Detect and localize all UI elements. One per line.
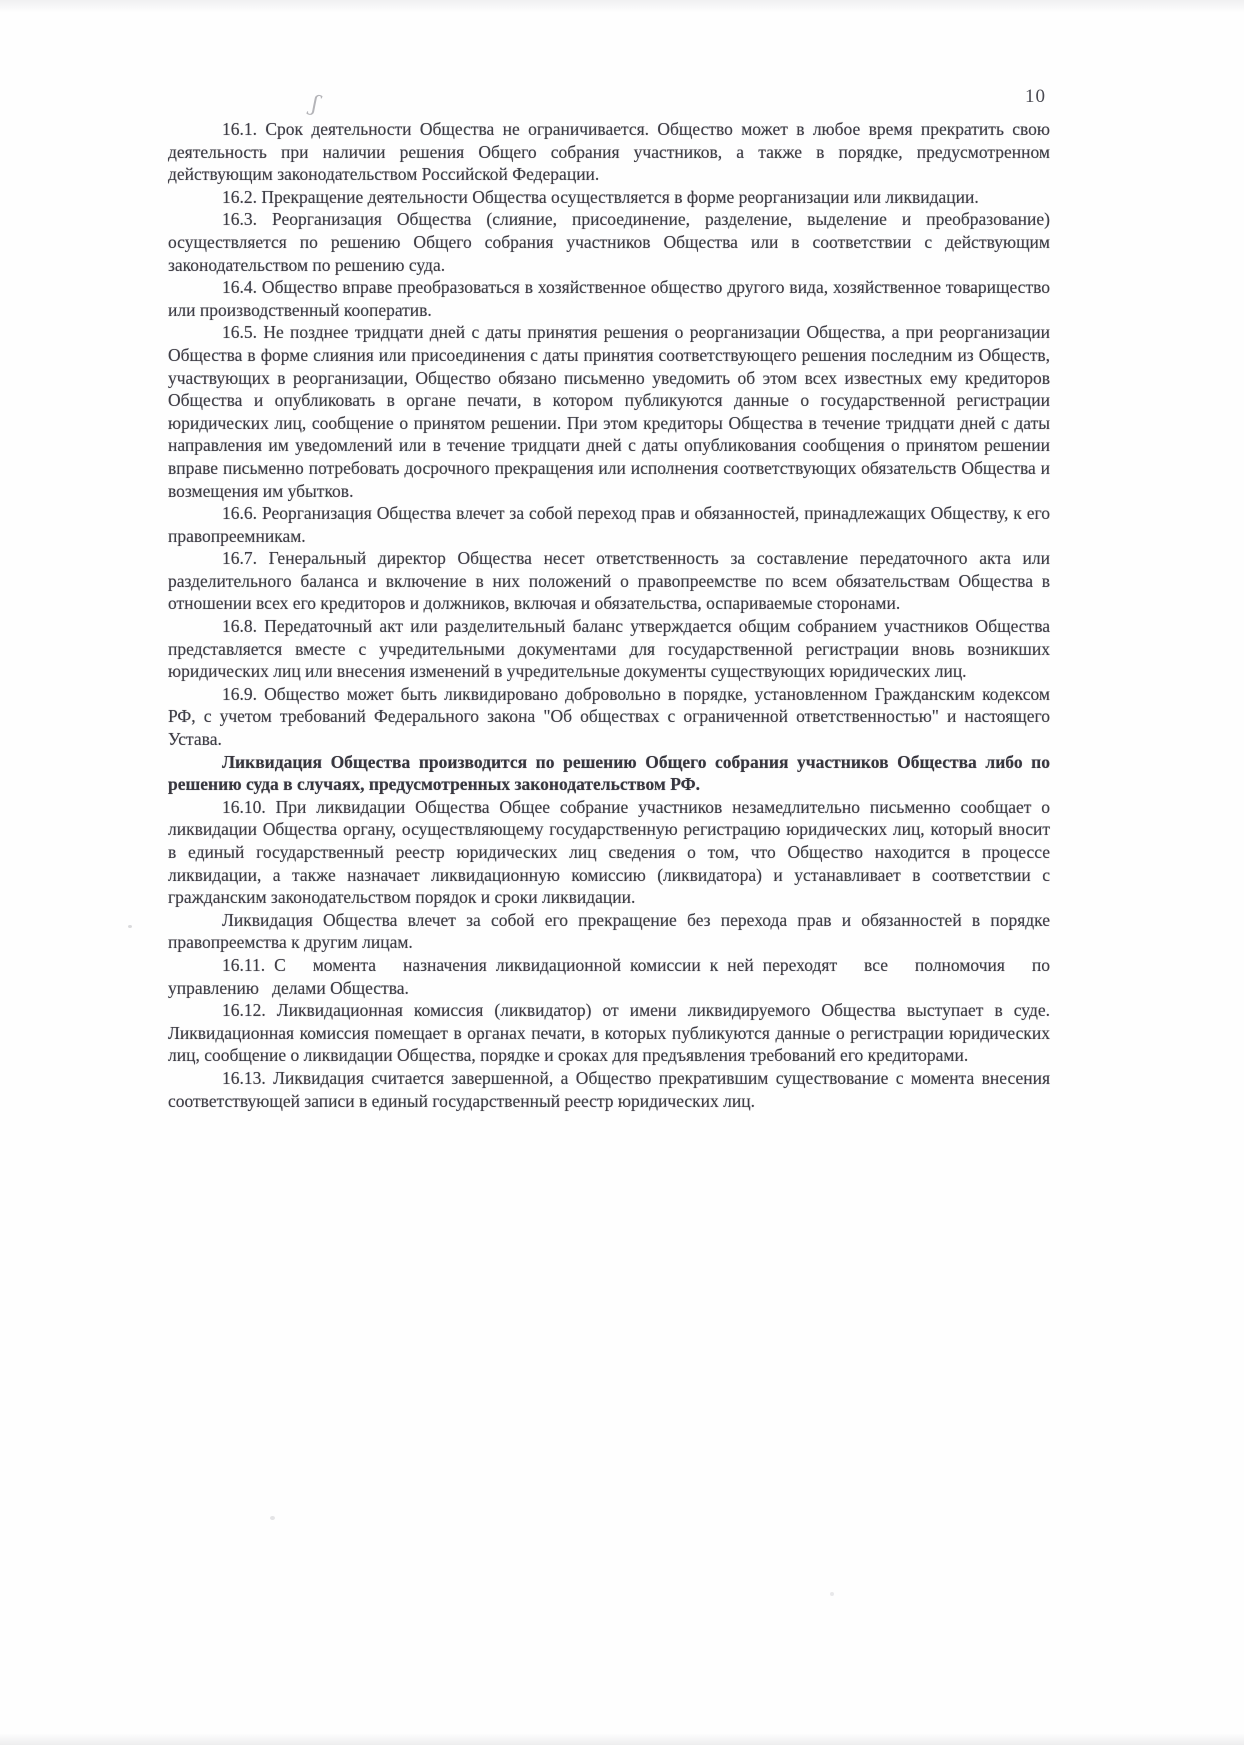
paragraph: 16.4. Общество вправе преобразоваться в хозяйственное общество другого вида, хозяйственное товарищество или производственный кооператив. [168, 277, 1050, 320]
paragraph: 16.11. С момента назначения ликвидационной комиссии к ней переходят все полномочия по управлению делами Общества. [168, 954, 1050, 998]
paragraph: 16.12. Ликвидационная комиссия (ликвидатор) от имени ликвидируемого Общества выступает в суде. Ликвидационная комиссия помещает в органах печати, в которых публикуются данные о регистрации юридических лиц, сообщение о ликвидации Общества, порядке и сроках для предъявления требований его кредиторами. [168, 1000, 1050, 1066]
paragraph: 16.3. Реорганизация Общества (слияние, присоединение, разделение, выделение и преобразование) осуществляется по решению Общего собрания участников Общества или в соответствии с действующим законодательством по решению суда. [168, 209, 1050, 275]
paragraph: 16.10. При ликвидации Общества Общее собрание участников незамедлительно письменно сообщает о ликвидации Общества органу, осуществляющему государственную регистрацию юридических лиц, который вносит в единый государственный реестр юридических лиц сведения о том, что Общество находится в процессе ликвидации, а также назначает ликвидационную комиссию (ликвидатора) и устанавливает в соответствии с гражданским законодательством порядок и сроки ликвидации. [168, 796, 1050, 908]
scan-speck [270, 1516, 275, 1520]
paragraph: 16.2. Прекращение деятельности Общества осуществляется в форме реорганизации или ликвидации. [222, 186, 979, 207]
paragraph: 16.13. Ликвидация считается завершенной, а Общество прекратившим существование с момента внесения соответствующей записи в единый государственный реестр юридических лиц. [168, 1067, 1050, 1111]
scan-speck [128, 925, 132, 928]
scan-speck [830, 1592, 834, 1596]
paragraph: 16.1. Срок деятельности Общества не ограничивается. Общество может в любое время прекратить свою деятельность при наличии решения Общего собрания участников, а также в порядке, предусмотренном действующим законодательством Российской Федерации. [168, 119, 1050, 185]
document-body [168, 118, 1050, 1112]
paragraph: 16.7. Генеральный директор Общества несет ответственность за составление передаточного акта или разделительного баланса и включение в них положений о правопреемстве по всем обязательствам Общества в отношении всех его кредиторов и должников, включая и обязательства, оспариваемые сторонами. [168, 548, 1050, 614]
page-number: 10 [1025, 86, 1046, 107]
paragraph: 16.9. Общество может быть ликвидировано добровольно в порядке, установленном Гражданским кодексом РФ, с учетом требований Федерального закона "Об обществах с ограниченной ответственностью" и настоящего Устава. [168, 683, 1050, 750]
scan-artifact-top [0, 0, 1244, 16]
scan-artifact-bottom [0, 1731, 1244, 1745]
paragraph: 16.8. Передаточный акт или разделительный баланс утверждается общим собранием участников Общества представляется вместе с учредительными документами для государственной регистрации вновь возникших юридических лиц или внесения изменений в учредительные документы существующих юридических лиц. [168, 616, 1050, 682]
paragraph: Ликвидация Общества производится по решению Общего собрания участников Общества либо по решению суда в случаях, предусмотренных законодательством РФ. [168, 751, 1050, 795]
scan-speck [963, 962, 966, 965]
paragraph: 16.5. Не позднее тридцати дней с даты принятия решения о реорганизации Общества, а при реорганизации Общества в форме слияния или присоединения с даты принятия соответствующего решения последним из Обществ, участвующих в реорганизации, Общество обязано письменно уведомить об этом всех известных ему кредиторов Общества и опубликовать в органе печати, в котором публикуются данные о государственной регистрации юридических лиц, сообщение о принятом решении. При этом кредиторы Общества в течение тридцати дней с даты направления им уведомлений или в течение тридцати дней с даты опубликования сообщения о принятом решении вправе письменно потребовать досрочного прекращения или исполнения соответствующих обязательств Общества и возмещения им убытков. [168, 322, 1050, 501]
paragraph: 16.6. Реорганизация Общества влечет за собой переход прав и обязанностей, принадлежащих Обществу, к его правопреемникам. [168, 503, 1050, 546]
paragraph: Ликвидация Общества влечет за собой его прекращение без перехода прав и обязанностей в порядке правопреемства к другим лицам. [168, 909, 1050, 953]
pen-mark-artifact: ʃ [307, 92, 323, 117]
